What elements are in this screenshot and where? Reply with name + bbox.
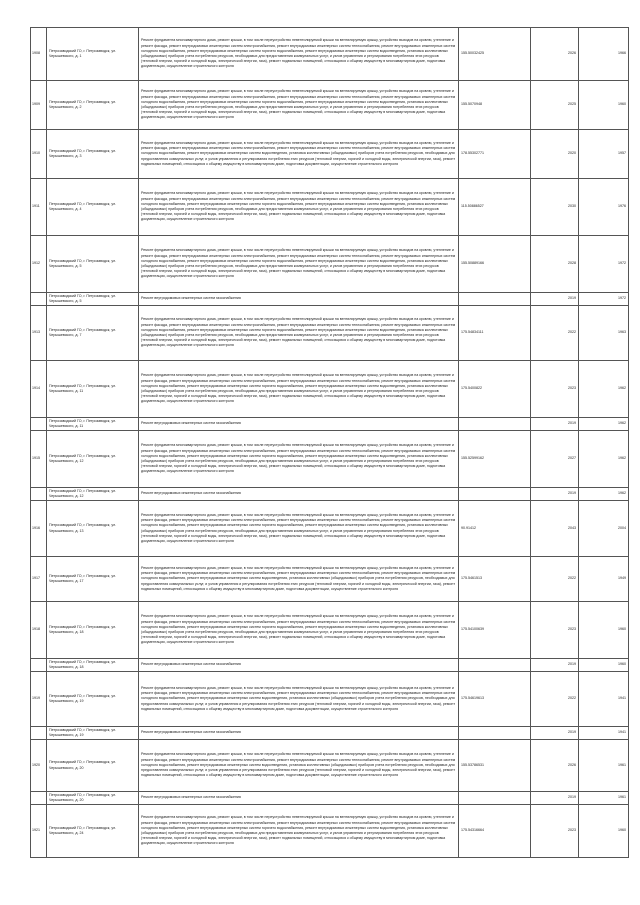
build-year-cell: 1961 [579,740,629,792]
works-cell: Ремонт внутридомовых инженерных систем газоснабжения [139,488,459,501]
row-number: 1914 [31,361,47,418]
works-cell: Ремонт фундамента многоквартирного дома, ремонт крыши, в том числе переустройство невентилируемой крыши на вентилируемую крышу, устройство выходов на кровлю, утепление и ремонт фасада, ремонт внутридомовых инженерных систем электроснабжения, ремонт внутридомовых инженерных систем теплоснабжения, ремонт внутридомовых инженерных систем холодного водоснабжения, ремонт внутридомовых инженерных систем горячего водоснабжения, ремонт внутридомовых инженерных систем водоотведения, установка коллективных (общедомовых) приборов учета потребления ресурсов, необходимых для предоставления коммунальных услуг, и узлов управления и регулирования потребления этих ресурсов (тепловой энергии, горячей и холодной воды, электрической энергии, газа), ремонт подвальных помещений, относящихся к общему имуществу в многоквартирном доме, подготовка документации, осуществление строительного контроля [139,431,459,488]
works-cell: Ремонт внутридомовых инженерных систем газоснабжения [139,418,459,431]
code-cell [459,727,531,740]
build-year-cell: 1941 [579,672,629,727]
plan-year-cell: 2022 [531,306,579,361]
works-cell: Ремонт фундамента многоквартирного дома, ремонт крыши, в том числе переустройство невентилируемой крыши на вентилируемую крышу, устройство выходов на кровлю, утепление и ремонт фасада, ремонт внутридомовых инженерных систем электроснабжения, ремонт внутридомовых инженерных систем теплоснабжения, ремонт внутридомовых инженерных систем холодного водоснабжения, ремонт внутридомовых инженерных систем горячего водоснабжения, ремонт внутридомовых инженерных систем водоотведения, установка коллективных (общедомовых) приборов учета потребления ресурсов, необходимых для предоставления коммунальных услуг, и узлов управления и регулирования потребления этих ресурсов (тепловой энергии, горячей и холодной воды, электрической энергии, газа), ремонт подвальных помещений, относящихся к общему имуществу в многоквартирном доме, подготовка документации, осуществление строительного контроля [139,501,459,557]
row-number: 1911 [31,179,47,236]
row-number: 1919 [31,672,47,727]
table-row [31,361,629,418]
table-row [31,179,629,236]
works-cell: Ремонт фундамента многоквартирного дома, ремонт крыши, в том числе переустройство невентилируемой крыши на вентилируемую крышу, устройство выходов на кровлю, утепление и ремонт фасада, ремонт внутридомовых инженерных систем электроснабжения, ремонт внутридомовых инженерных систем теплоснабжения, ремонт внутридомовых инженерных систем холодного водоснабжения, ремонт внутридомовых инженерных систем горячего водоснабжения, ремонт внутридомовых инженерных систем водоотведения, установка коллективных (общедомовых) приборов учета потребления ресурсов, необходимых для предоставления коммунальных услуг, и узлов управления и регулирования потребления этих ресурсов (тепловой энергии, горячей и холодной воды, электрической энергии, газа), ремонт подвальных помещений, относящихся к общему имуществу в многоквартирном доме, подготовка документации, осуществление строительного контроля [139,81,459,130]
address-cell: Петрозаводский ГО, г. Петрозаводск, ул. Черышевского, д. 18 [47,602,139,659]
plan-year-cell: 2023 [531,805,579,858]
address-cell: Петрозаводский ГО, г. Петрозаводск, ул. Черышевского, д. 18 [47,659,139,672]
plan-year-cell: 2023 [531,602,579,659]
address-cell: Петрозаводский ГО, г. Петрозаводск, ул. Черышевского, д. 1 [47,28,139,81]
build-year-cell: 1972 [579,293,629,306]
address-cell: Петрозаводский ГО, г. Петрозаводск, ул. Черышевского, д. 2 [47,81,139,130]
works-cell: Ремонт фундамента многоквартирного дома, ремонт крыши, в том числе переустройство невентилируемой крыши на вентилируемую крышу, устройство выходов на кровлю, утепление и ремонт фасада, ремонт внутридомовых инженерных систем электроснабжения, ремонт внутридомовых инженерных систем теплоснабжения, ремонт внутридомовых инженерных систем холодного водоснабжения, ремонт внутридомовых инженерных систем горячего водоснабжения, ремонт внутридомовых инженерных систем водоотведения, установка коллективных (общедомовых) приборов учета потребления ресурсов, необходимых для предоставления коммунальных услуг, и узлов управления и регулирования потребления этих ресурсов (тепловой энергии, горячей и холодной воды, электрической энергии, газа), ремонт подвальных помещений, относящихся к общему имуществу в многоквартирном доме, подготовка документации, осуществление строительного контроля [139,602,459,659]
works-cell: Ремонт фундамента многоквартирного дома, ремонт крыши, в том числе переустройство невентилируемой крыши на вентилируемую крышу, устройство выходов на кровлю, утепление и ремонт фасада, ремонт внутридомовых инженерных систем электроснабжения, ремонт внутридомовых инженерных систем теплоснабжения, ремонт внутридомовых инженерных систем холодного водоснабжения, ремонт внутридомовых инженерных систем водоотведения, установка коллективных (общедомовых) приборов учета потребления ресурсов, необходимых для предоставления коммунальных услуг, и узлов управления и регулирования потребления этих ресурсов (тепловой энергии, горячей и холодной воды, электрической энергии, газа), ремонт подвальных помещений, относящихся к общему имуществу в многоквартирном доме, подготовка документации, осуществление строительного контроля [139,557,459,602]
code-cell: 175.54834111 [459,306,531,361]
row-number: 1913 [31,306,47,361]
table-row [31,28,629,81]
row-number: 1915 [31,431,47,488]
table-row [31,431,629,488]
address-cell: Петрозаводский ГО, г. Петрозаводск, ул. Черышевского, д. 19 [47,727,139,740]
table-row-gas [31,792,629,805]
document-page [30,27,628,858]
works-cell: Ремонт фундамента многоквартирного дома, ремонт крыши, в том числе переустройство невентилируемой крыши на вентилируемую крышу, устройство выходов на кровлю, утепление и ремонт фасада, ремонт внутридомовых инженерных систем электроснабжения, ремонт внутридомовых инженерных систем теплоснабжения, ремонт внутридомовых инженерных систем холодного водоснабжения, ремонт внутридомовых инженерных систем горячего водоснабжения, ремонт внутридомовых инженерных систем водоотведения, установка коллективных (общедомовых) приборов учета потребления ресурсов, необходимых для предоставления коммунальных услуг, и узлов управления и регулирования потребления этих ресурсов (тепловой энергии, горячей и холодной воды, электрической энергии, газа), ремонт подвальных помещений, относящихся к общему имуществу в многоквартирном доме, подготовка документации, осуществление строительного контроля [139,361,459,418]
table-row-gas [31,659,629,672]
build-year-cell: 1962 [579,361,629,418]
code-cell: 175.54316664 [459,805,531,858]
address-cell: Петрозаводский ГО, г. Петрозаводск, ул. Черышевского, д. 12 [47,431,139,488]
code-cell: 155.50889166 [459,236,531,293]
works-cell: Ремонт фундамента многоквартирного дома, ремонт крыши, в том числе переустройство невентилируемой крыши на вентилируемую крышу, устройство выходов на кровлю, утепление и ремонт фасада, ремонт внутридомовых инженерных систем электроснабжения, ремонт внутридомовых инженерных систем теплоснабжения, ремонт внутридомовых инженерных систем холодного водоснабжения, ремонт внутридомовых инженерных систем горячего водоснабжения, ремонт внутридомовых инженерных систем водоотведения, установка коллективных (общедомовых) приборов учета потребления ресурсов, необходимых для предоставления коммунальных услуг, и узлов управления и регулирования потребления этих ресурсов (тепловой энергии, горячей и холодной воды, электрической энергии, газа), ремонт подвальных помещений, относящихся к общему имуществу в многоквартирном доме, подготовка документации, осуществление строительного контроля [139,28,459,81]
table-row-gas [31,418,629,431]
table-row [31,557,629,602]
plan-year-cell: 2019 [531,727,579,740]
row-number [31,727,47,740]
table-row [31,306,629,361]
plan-year-cell: 2022 [531,672,579,727]
build-year-cell: 1972 [579,236,629,293]
row-number: 1920 [31,740,47,792]
address-cell: Петрозаводский ГО, г. Петрозаводск, ул. Черышевского, д. 11 [47,418,139,431]
build-year-cell: 1961 [579,792,629,805]
row-number: 1917 [31,557,47,602]
address-cell: Петрозаводский ГО, г. Петрозаводск, ул. Черышевского, д. 20 [47,792,139,805]
table-row [31,805,629,858]
address-cell: Петрозаводский ГО, г. Петрозаводск, ул. Черышевского, д. 4 [47,179,139,236]
address-cell: Петрозаводский ГО, г. Петрозаводск, ул. Черышевского, д. 3 [47,130,139,179]
row-number [31,293,47,306]
build-year-cell: 1960 [579,659,629,672]
plan-year-cell: 2019 [531,792,579,805]
plan-year-cell: 2022 [531,557,579,602]
address-cell: Петрозаводский ГО, г. Петрозаводск, ул. Черышевского, д. 24 [47,805,139,858]
build-year-cell: 1960 [579,81,629,130]
row-number: 1916 [31,501,47,557]
code-cell: 175.54100639 [459,602,531,659]
code-cell: 90.91412 [459,501,531,557]
works-cell: Ремонт фундамента многоквартирного дома, ремонт крыши, в том числе переустройство невентилируемой крыши на вентилируемую крышу, устройство выходов на кровлю, утепление и ремонт фасада, ремонт внутридомовых инженерных систем электроснабжения, ремонт внутридомовых инженерных систем теплоснабжения, ремонт внутридомовых инженерных систем холодного водоснабжения, ремонт внутридомовых инженерных систем водоотведения, установка коллективных (общедомовых) приборов учета потребления ресурсов, необходимых для предоставления коммунальных услуг, и узлов управления и регулирования потребления этих ресурсов (тепловой энергии, горячей и холодной воды, электрической энергии, газа), ремонт подвальных помещений, относящихся к общему имуществу в многоквартирном доме, подготовка документации, осуществление строительного контроля [139,672,459,727]
plan-year-cell: 2025 [531,81,579,130]
row-number: 1918 [31,602,47,659]
plan-year-cell: 2019 [531,293,579,306]
build-year-cell: 1966 [579,28,629,81]
code-cell: 155.5070948 [459,81,531,130]
table-row-gas [31,293,629,306]
plan-year-cell: 2043 [531,501,579,557]
build-year-cell: 1960 [579,805,629,858]
row-number: 1921 [31,805,47,858]
table-row-gas [31,488,629,501]
table-row [31,740,629,792]
address-cell: Петрозаводский ГО, г. Петрозаводск, ул. Черышевского, д. 7 [47,306,139,361]
row-number [31,792,47,805]
code-cell [459,293,531,306]
plan-year-cell: 2026 [531,28,579,81]
code-cell: 155.50032425 [459,28,531,81]
address-cell: Петрозаводский ГО, г. Петрозаводск, ул. Черышевского, д. 12 [47,488,139,501]
address-cell: Петрозаводский ГО, г. Петрозаводск, ул. Черышевского, д. 11 [47,361,139,418]
address-cell: Петрозаводский ГО, г. Петрозаводск, ул. Черышевского, д. 13 [47,501,139,557]
works-cell: Ремонт фундамента многоквартирного дома, ремонт крыши, в том числе переустройство невентилируемой крыши на вентилируемую крышу, устройство выходов на кровлю, утепление и ремонт фасада, ремонт внутридомовых инженерных систем электроснабжения, ремонт внутридомовых инженерных систем теплоснабжения, ремонт внутридомовых инженерных систем холодного водоснабжения, ремонт внутридомовых инженерных систем водоотведения, установка коллективных (общедомовых) приборов учета потребления ресурсов, необходимых для предоставления коммунальных услуг, и узлов управления и регулирования потребления этих ресурсов (тепловой энергии, горячей и холодной воды, электрической энергии, газа), ремонт подвальных помещений, относящихся к общему имуществу в многоквартирном доме, подготовка документации, осуществление строительного контроля [139,130,459,179]
plan-year-cell: 2030 [531,179,579,236]
build-year-cell: 1962 [579,418,629,431]
works-cell: Ремонт внутридомовых инженерных систем газоснабжения [139,792,459,805]
code-cell: 115.50886527 [459,179,531,236]
row-number [31,488,47,501]
works-cell: Ремонт фундамента многоквартирного дома, ремонт крыши, в том числе переустройство невентилируемой крыши на вентилируемую крышу, устройство выходов на кровлю, утепление и ремонт фасада, ремонт внутридомовых инженерных систем электроснабжения, ремонт внутридомовых инженерных систем теплоснабжения, ремонт внутридомовых инженерных систем холодного водоснабжения, ремонт внутридомовых инженерных систем горячего водоснабжения, ремонт внутридомовых инженерных систем водоотведения, установка коллективных (общедомовых) приборов учета потребления ресурсов, необходимых для предоставления коммунальных услуг, и узлов управления и регулирования потребления этих ресурсов (тепловой энергии, горячей и холодной воды, электрической энергии, газа), ремонт подвальных помещений, относящихся к общему имуществу в многоквартирном доме, подготовка документации, осуществление строительного контроля [139,179,459,236]
address-cell: Петрозаводский ГО, г. Петрозаводск, ул. Черышевского, д. 19 [47,672,139,727]
table-row [31,672,629,727]
plan-year-cell: 2027 [531,431,579,488]
code-cell [459,792,531,805]
plan-year-cell: 2026 [531,740,579,792]
row-number: 1910 [31,130,47,179]
address-cell: Петрозаводский ГО, г. Петрозаводск, ул. Черышевского, д. 20 [47,740,139,792]
build-year-cell: 2004 [579,501,629,557]
build-year-cell: 1976 [579,179,629,236]
code-cell: 155.53786531 [459,740,531,792]
table-row [31,130,629,179]
code-cell: 175.5461513 [459,557,531,602]
plan-year-cell: 2019 [531,418,579,431]
works-cell: Ремонт внутридомовых инженерных систем газоснабжения [139,659,459,672]
works-cell: Ремонт фундамента многоквартирного дома, ремонт крыши, в том числе переустройство невентилируемой крыши на вентилируемую крышу, устройство выходов на кровлю, утепление и ремонт фасада, ремонт внутридомовых инженерных систем электроснабжения, ремонт внутридомовых инженерных систем теплоснабжения, ремонт внутридомовых инженерных систем холодного водоснабжения, ремонт внутридомовых инженерных систем водоотведения, установка коллективных (общедомовых) приборов учета потребления ресурсов, необходимых для предоставления коммунальных услуг, и узлов управления и регулирования потребления этих ресурсов (тепловой энергии, горячей и холодной воды, электрической энергии, газа), ремонт подвальных помещений, относящихся к общему имуществу в многоквартирном доме, подготовка документации, осуществление строительного контроля [139,740,459,792]
works-cell: Ремонт фундамента многоквартирного дома, ремонт крыши, в том числе переустройство невентилируемой крыши на вентилируемую крышу, устройство выходов на кровлю, утепление и ремонт фасада, ремонт внутридомовых инженерных систем электроснабжения, ремонт внутридомовых инженерных систем теплоснабжения, ремонт внутридомовых инженерных систем холодного водоснабжения, ремонт внутридомовых инженерных систем горячего водоснабжения, ремонт внутридомовых инженерных систем водоотведения, установка коллективных (общедомовых) приборов учета потребления ресурсов, необходимых для предоставления коммунальных услуг, и узлов управления и регулирования потребления этих ресурсов (тепловой энергии, горячей и холодной воды, электрической энергии, газа), ремонт подвальных помещений, относящихся к общему имуществу в многоквартирном доме, подготовка документации, осуществление строительного контроля [139,236,459,293]
row-number: 1909 [31,81,47,130]
build-year-cell: 1960 [579,602,629,659]
table-row [31,501,629,557]
plan-year-cell: 2028 [531,236,579,293]
code-cell [459,659,531,672]
code-cell: 175.54619613 [459,672,531,727]
works-cell: Ремонт фундамента многоквартирного дома, ремонт крыши, в том числе переустройство невентилируемой крыши на вентилируемую крышу, устройство выходов на кровлю, утепление и ремонт фасада, ремонт внутридомовых инженерных систем электроснабжения, ремонт внутридомовых инженерных систем теплоснабжения, ремонт внутридомовых инженерных систем холодного водоснабжения, ремонт внутридомовых инженерных систем горячего водоснабжения, ремонт внутридомовых инженерных систем водоотведения, установка коллективных (общедомовых) приборов учета потребления ресурсов, необходимых для предоставления коммунальных услуг, и узлов управления и регулирования потребления этих ресурсов (тепловой энергии, горячей и холодной воды, электрической энергии, газа), ремонт подвальных помещений, относящихся к общему имуществу в многоквартирном доме, подготовка документации, осуществление строительного контроля [139,805,459,858]
capital-repair-table [30,27,629,858]
row-number [31,418,47,431]
works-cell: Ремонт фундамента многоквартирного дома, ремонт крыши, в том числе переустройство невентилируемой крыши на вентилируемую крышу, устройство выходов на кровлю, утепление и ремонт фасада, ремонт внутридомовых инженерных систем электроснабжения, ремонт внутридомовых инженерных систем теплоснабжения, ремонт внутридомовых инженерных систем холодного водоснабжения, ремонт внутридомовых инженерных систем горячего водоснабжения, ремонт внутридомовых инженерных систем водоотведения, установка коллективных (общедомовых) приборов учета потребления ресурсов, необходимых для предоставления коммунальных услуг, и узлов управления и регулирования потребления этих ресурсов (тепловой энергии, горячей и холодной воды, электрической энергии, газа), ремонт подвальных помещений, относящихся к общему имуществу в многоквартирном доме, подготовка документации, осуществление строительного контроля [139,306,459,361]
code-cell: 175.5400822 [459,361,531,418]
code-cell [459,418,531,431]
build-year-cell: 1963 [579,306,629,361]
table-row-gas [31,727,629,740]
address-cell: Петрозаводский ГО, г. Петрозаводск, ул. Черышевского, д. 5 [47,293,139,306]
plan-year-cell: 2020 [531,130,579,179]
row-number: 1912 [31,236,47,293]
row-number: 1908 [31,28,47,81]
plan-year-cell: 2019 [531,488,579,501]
table-body [31,28,629,858]
code-cell: 178.55302771 [459,130,531,179]
code-cell: 155.52599162 [459,431,531,488]
row-number [31,659,47,672]
works-cell: Ремонт внутридомовых инженерных систем газоснабжения [139,727,459,740]
table-row [31,236,629,293]
address-cell: Петрозаводский ГО, г. Петрозаводск, ул. Черышевского, д. 5 [47,236,139,293]
works-cell: Ремонт внутридомовых инженерных систем газоснабжения [139,293,459,306]
build-year-cell: 1949 [579,557,629,602]
table-row [31,81,629,130]
address-cell: Петрозаводский ГО, г. Петрозаводск, ул. Черышевского, д. 17 [47,557,139,602]
code-cell [459,488,531,501]
build-year-cell: 1962 [579,431,629,488]
plan-year-cell: 2019 [531,659,579,672]
table-row [31,602,629,659]
build-year-cell: 1941 [579,727,629,740]
build-year-cell: 1957 [579,130,629,179]
build-year-cell: 1962 [579,488,629,501]
plan-year-cell: 2023 [531,361,579,418]
